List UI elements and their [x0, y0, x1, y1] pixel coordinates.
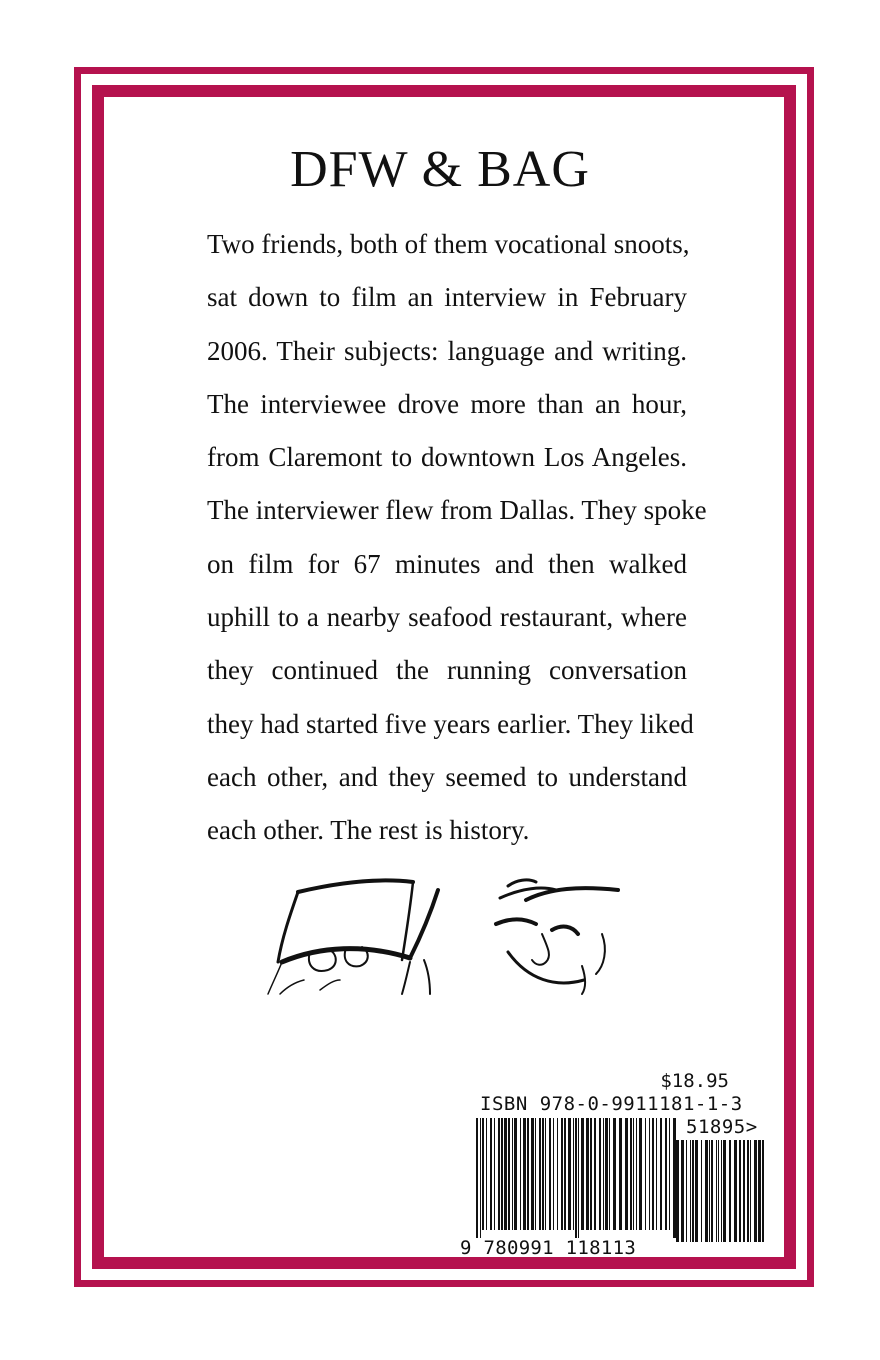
isbn-barcode: [476, 1118, 676, 1238]
price-label: $18.95: [660, 1070, 729, 1092]
barcode-digits: 9 780991 118113: [460, 1237, 637, 1259]
sketch-illustration: [260, 870, 640, 1010]
blurb-line: on film for 67 minutes and then walked: [207, 548, 687, 579]
blurb-line: they had started five years earlier. They liked: [207, 708, 694, 739]
blurb-line: each other, and they seemed to understand: [207, 761, 687, 792]
price-barcode: [676, 1140, 766, 1242]
barcode-block: [460, 1070, 770, 1265]
right-face-sketch: [496, 880, 618, 994]
blurb-line: The interviewer flew from Dallas. They spoke: [207, 495, 707, 526]
blurb: [207, 218, 707, 858]
blurb-line: The interviewee drove more than an hour,: [207, 388, 687, 419]
book-title: DFW & BAG: [290, 141, 590, 198]
blurb-line: sat down to film an interview in February: [207, 282, 687, 313]
blurb-line: they continued the running conversation: [207, 655, 687, 686]
blurb-line: each other. The rest is history.: [207, 815, 530, 846]
isbn-label: ISBN 978-0-9911181-1-3: [480, 1093, 743, 1115]
blurb-line: from Claremont to downtown Los Angeles.: [207, 442, 687, 473]
blurb-line: Two friends, both of them vocational snoots,: [207, 229, 690, 259]
price-code-label: 51895>: [686, 1116, 758, 1138]
blurb-line: 2006. Their subjects: language and writing.: [207, 335, 687, 366]
left-face-sketch: [268, 880, 438, 994]
blurb-line: uphill to a nearby seafood restaurant, where: [207, 602, 687, 633]
